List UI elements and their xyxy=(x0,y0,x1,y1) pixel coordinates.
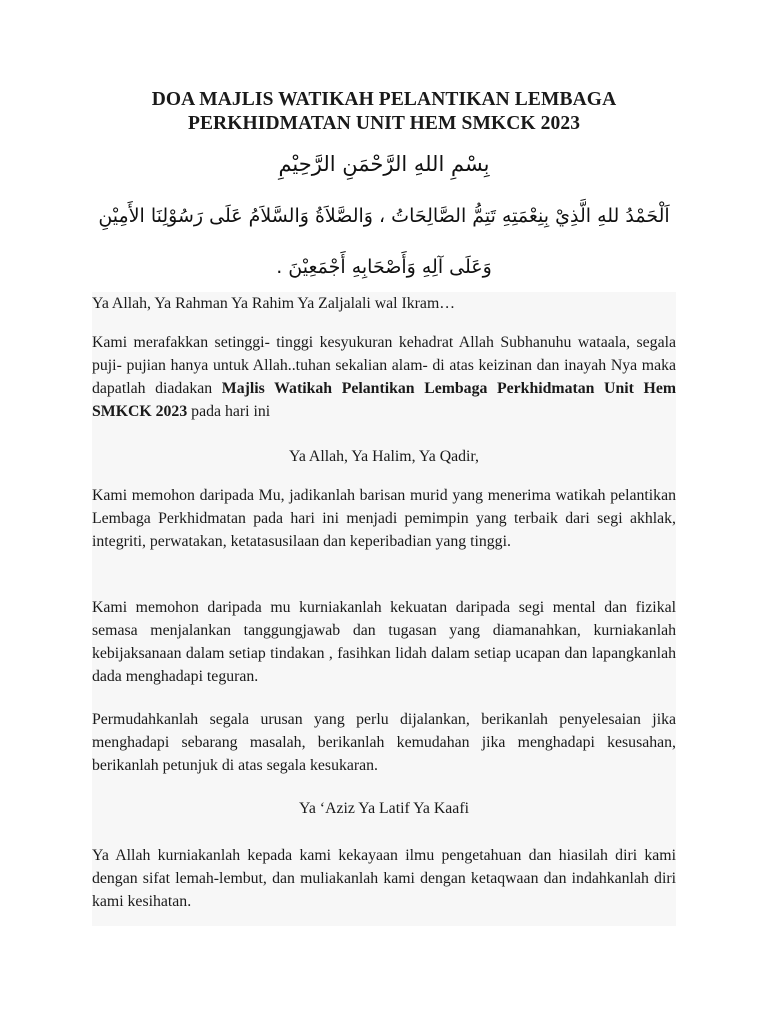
paragraph-gratitude-end: pada hari ini xyxy=(187,403,271,420)
document-title xyxy=(60,88,708,136)
heading-ya-halim: Ya Allah, Ya Halim, Ya Qadir, xyxy=(289,448,479,465)
paragraph-leaders: Kami memohon daripada Mu, jadikanlah barisan murid yang menerima watikah pelantikan Lembaga Perkhidmatan pada hari ini menjadi pemimpin yang terbaik dari segi akhlak, integriti, perwatakan, ketatasusilaan dan keperibadian yang tinggi. xyxy=(92,487,676,550)
arabic-opening-line-1: اَلْحَمْدُ للهِ الَّذِيْ بِنِعْمَتِهِ تَتِمُّ الصَّالِحَاتُ ، وَالصَّلاَةُ وَالسَّلاَمُ عَلَى رَسُوْلِنَا الأَمِيْنِ xyxy=(98,205,670,227)
paragraph-gratitude-text: Kami merafakkan setinggi- tinggi kesyukuran kehadrat Allah Subhanuhu wataala, segala puji- pujian hanya untuk Allah..tuhan sekalian alam- di atas keizinan dan inayah Nya maka dapatlah diadakan xyxy=(92,334,676,397)
title-line-1: DOA MAJLIS WATIKAH PELANTIKAN LEMBAGA xyxy=(151,89,617,110)
title-line-2: PERKHIDMATAN UNIT HEM SMKCK 2023 xyxy=(187,113,581,134)
heading-ya-aziz: Ya ‘Aziz Ya Latif Ya Kaafi xyxy=(299,800,469,817)
paragraph-knowledge: Ya Allah kurniakanlah kepada kami kekayaan ilmu pengetahuan dan hiasilah diri kami dengan sifat lemah-lembut, dan muliakanlah kami dengan ketaqwaan dan indahkanlah diri kami kesihatan. xyxy=(92,847,676,910)
paragraph-ease: Permudahkanlah segala urusan yang perlu dijalankan, berikanlah penyelesaian jika menghadapi sebarang masalah, berikanlah kemudahan jika menghadapi kesusahan, berikanlah petunjuk di atas segala kesukaran. xyxy=(92,711,676,774)
event-name-bold: Majlis Watikah Pelantikan Lembaga Perkhidmatan Unit Hem SMKCK 2023 xyxy=(92,380,676,420)
basmalah: بِسْمِ اللهِ الرَّحْمَنِ الرَّحِيْمِ xyxy=(278,152,490,176)
arabic-opening-line-2: وَعَلَى آلِهِ وَأَصْحَابِهِ أَجْمَعِيْنَ . xyxy=(276,256,492,278)
invocation: Ya Allah, Ya Rahman Ya Rahim Ya Zaljalali wal Ikram… xyxy=(92,295,456,312)
paragraph-gratitude xyxy=(92,331,676,423)
paragraph-strength: Kami memohon daripada mu kurniakanlah kekuatan daripada segi mental dan fizikal semasa menjalankan tanggungjawab dan tugasan yang diamanahkan, kurniakanlah kebijaksanaan dalam setiap tindakan , fasihkan lidah dalam setiap ucapan dan lapangkanlah dada menghadapi teguran. xyxy=(92,599,676,685)
